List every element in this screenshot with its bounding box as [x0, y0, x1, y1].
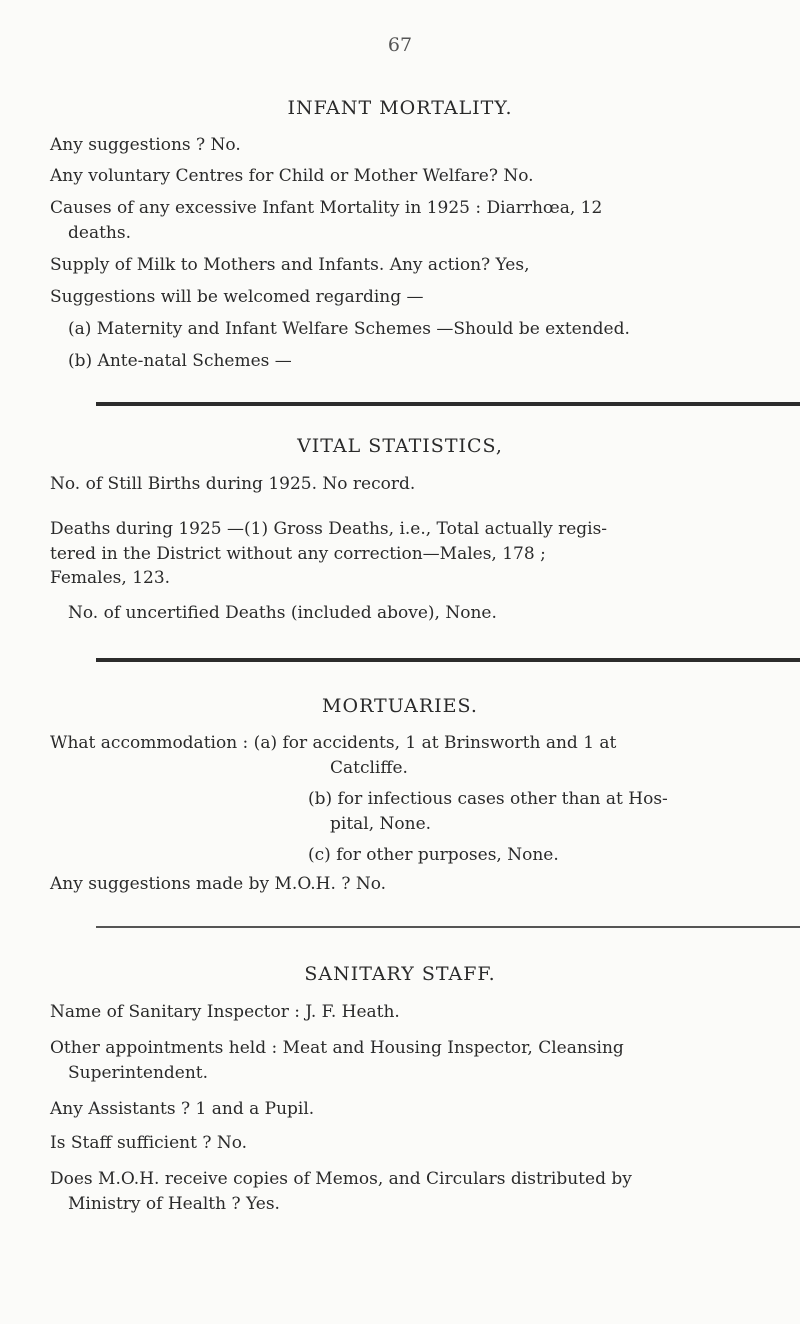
mortuary-c: (c) for other purposes, None. [308, 845, 559, 865]
sanitary-staff-heading: SANITARY STAFF. [304, 963, 496, 985]
infant-q5: Suggestions will be welcomed regarding — [50, 287, 424, 307]
page-number: 67 [387, 34, 413, 56]
other-appointments-line1: Other appointments held : Meat and Housing Inspector, Cleansing [50, 1038, 624, 1058]
memos-line1: Does M.O.H. receive copies of Memos, and Circulars distributed by [50, 1169, 632, 1189]
infant-q3-line1: Causes of any excessive Infant Mortality in 1925 : Diarrhœa, 12 [50, 198, 603, 218]
deaths-line1: Deaths during 1925 —(1) Gross Deaths, i.e., Total actually regis- [50, 519, 608, 539]
infant-item-b: (b) Ante-natal Schemes — [68, 351, 292, 371]
assistants: Any Assistants ? 1 and a Pupil. [50, 1099, 315, 1119]
staff-sufficient: Is Staff sufficient ? No. [50, 1133, 248, 1153]
deaths-line2: tered in the District without any correction—Males, 178 ; [50, 544, 546, 564]
memos-line2: Ministry of Health ? Yes. [68, 1194, 280, 1214]
infant-mortality-heading: INFANT MORTALITY. [287, 97, 513, 119]
infant-q4: Supply of Milk to Mothers and Infants. Any action? Yes, [50, 255, 530, 275]
uncertified-deaths: No. of uncertified Deaths (included above), None. [68, 603, 497, 623]
still-births: No. of Still Births during 1925. No record. [50, 474, 416, 494]
mortuary-b-line2: pital, None. [330, 814, 432, 834]
mortuaries-heading: MORTUARIES. [322, 695, 478, 717]
infant-q2: Any voluntary Centres for Child or Mother Welfare? No. [50, 166, 534, 186]
infant-q1: Any suggestions ? No. [50, 135, 241, 155]
other-appointments-line2: Superintendent. [68, 1063, 209, 1083]
sanitary-inspector: Name of Sanitary Inspector : J. F. Heath. [50, 1002, 400, 1022]
mortuary-b-line1: (b) for infectious cases other than at Hos- [308, 789, 668, 809]
deaths-line3: Females, 123. [50, 568, 171, 588]
infant-q3-line2: deaths. [68, 223, 131, 243]
mortuary-a-line2: Catcliffe. [330, 758, 408, 778]
divider-1 [96, 402, 800, 406]
mortuary-suggestions: Any suggestions made by M.O.H. ? No. [50, 874, 387, 894]
divider-3 [96, 926, 800, 928]
vital-statistics-heading: VITAL STATISTICS, [297, 435, 503, 457]
infant-item-a: (a) Maternity and Infant Welfare Schemes —Should be extended. [68, 319, 630, 339]
mortuary-a-line1: What accommodation : (a) for accidents, 1 at Brinsworth and 1 at [50, 733, 617, 753]
divider-2 [96, 658, 800, 662]
